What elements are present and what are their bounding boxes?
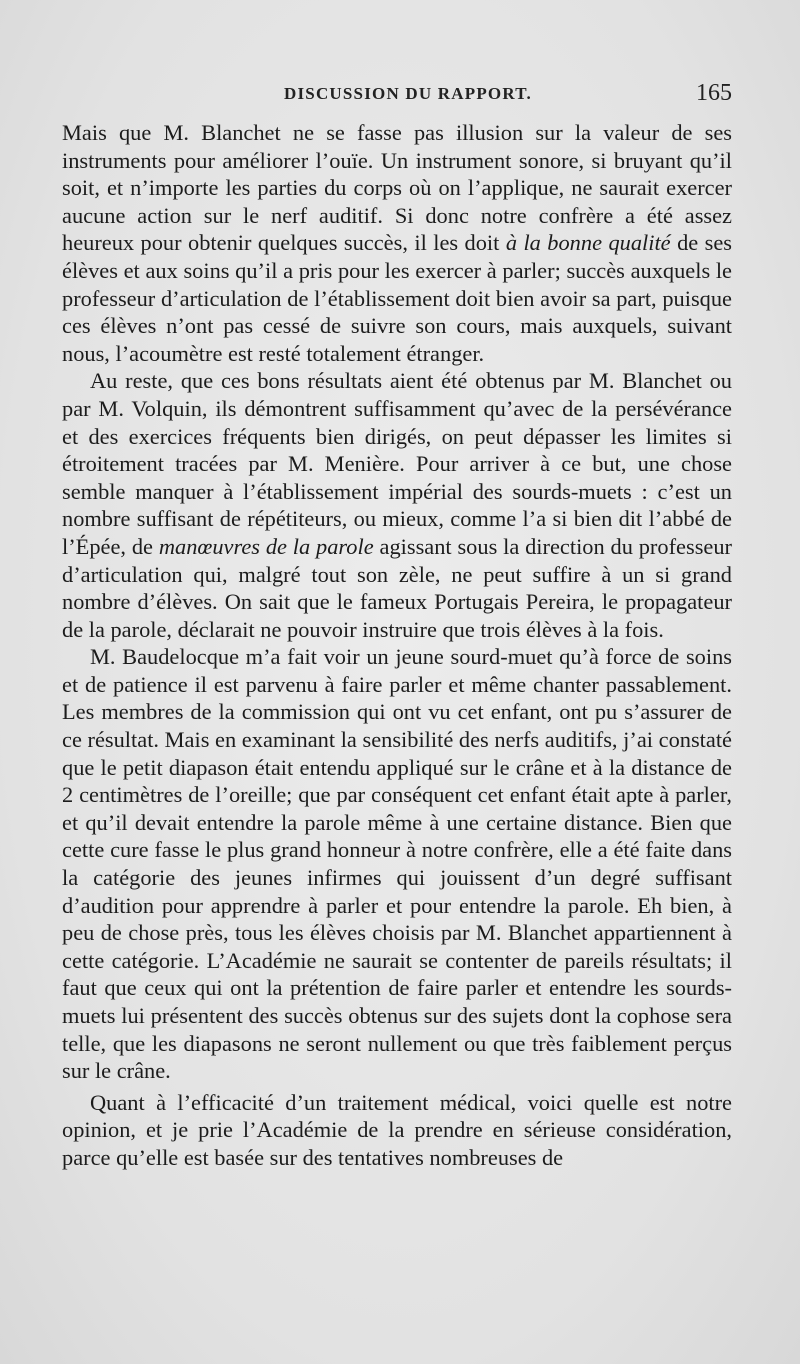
page-number: 165: [696, 80, 732, 106]
paragraph: [62, 643, 732, 1085]
paragraph: [62, 119, 732, 367]
body-text: [62, 119, 732, 1172]
italic-phrase: à la bonne qualité: [505, 230, 671, 256]
paragraph: [62, 1089, 732, 1172]
paragraph-text: Quant à l’efficacité d’un traitement médical, voici quelle est notre opinion, et je prie l’Académie de la prendre en sérieuse considération, parce qu’elle est basée sur des tentatives nombreuses de: [62, 1089, 732, 1170]
italic-phrase: manœuvres de la parole: [158, 533, 374, 559]
page-header: [62, 80, 732, 114]
paragraph-text: de ses élèves et aux soins qu’il a pris pour les exercer à parler; succès auxquels le professeur d’articulation de l’établissement doit bien avoir sa part, puisque ces élèves n’ont pas cessé de suivre son cours, mais auxquels, suivant nous, l’acoumètre est resté totalement étranger.: [62, 230, 733, 366]
paragraph-text: Mais que M. Blanchet ne se fasse pas illusion sur la valeur de ses instruments pour améliorer l’ouïe. Un instrument sonore, si bruyant qu’il soit, et n’importe les parties du corps où on l’applique, ne saurait exercer aucune action sur le nerf auditif. Si donc notre confrère a été assez heureux pour obtenir quelques succès, il les doit: [62, 120, 732, 256]
paragraph-text: Au reste, que ces bons résultats aient été obtenus par M. Blanchet ou par M. Volquin, ils démontrent suffisamment qu’avec de la persévérance et des exercices fréquents bien dirigés, on peut dépasser les limites si étroitement tracées par M. Menière. Pour arriver à ce but, une chose semble manquer à l’établissement impérial des sourds-muets : c’est un nombre suffisant de répétiteurs, ou mieux, comme l’a si bien dit l’abbé de l’Épée, de: [62, 368, 732, 559]
paragraph-text: agissant sous la direction du professeur d’articulation qui, malgré tout son zèle, ne peut suffire à un si grand nombre d’élèves. On sait que le fameux Portugais Pereira, le propagateur de la parole, déclarait ne pouvoir instruire que trois élèves à la fois.: [62, 533, 732, 642]
paragraph: [62, 367, 732, 643]
running-title: DISCUSSION DU RAPPORT.: [284, 84, 532, 103]
paragraph-text: M. Baudelocque m’a fait voir un jeune sourd-muet qu’à force de soins et de patience il est parvenu à faire parler et même chanter passablement. Les membres de la commission qui ont vu cet enfant, ont pu s’assurer de ce résultat. Mais en examinant la sensibilité des nerfs auditifs, j’ai constaté que le petit diapason était entendu appliqué sur le crâne et à la distance de 2 centimètres de l’oreille; que par conséquent cet enfant était apte à parler, et qu’il devait entendre la parole même à une certaine distance. Bien que cette cure fasse le plus grand honneur à notre confrère, elle a été faite dans la catégorie des jeunes infirmes qui jouissent d’un degré suffisant d’audition pour apprendre à parler et pour entendre la parole. Eh bien, à peu de chose près, tous les élèves choisis par M. Blanchet appartiennent à cette catégorie. L’Académie ne saurait se contenter de pareils résultats; il faut que ceux qui ont la prétention de faire parler et entendre les sourds-muets lui présentent des succès obtenus sur des sujets dont la cophose sera telle, que les diapasons ne seront nullement ou que très faiblement perçus sur le crâne.: [62, 644, 732, 1084]
